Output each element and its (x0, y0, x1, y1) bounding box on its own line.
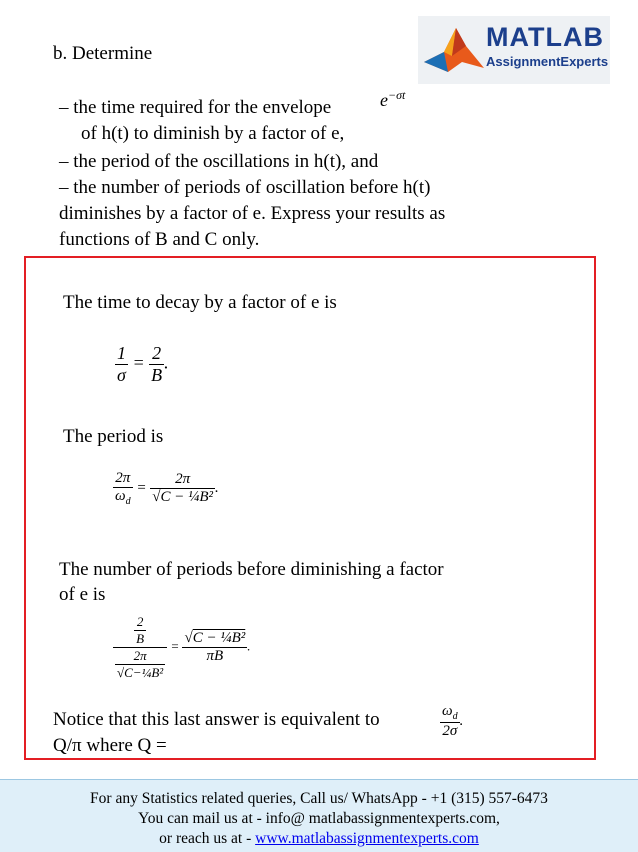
question-heading: b. Determine (53, 43, 153, 64)
footer-line-3-prefix: or reach us at - (159, 830, 256, 847)
decay-formula: $\frac{1}{\sigma}$ = $\frac{2}{B}$ . (117, 343, 169, 385)
brand-logo (418, 16, 610, 84)
logo-subtitle: AssignmentExperts (486, 54, 609, 69)
question-line-2: of h(t) to diminish by a factor of e, (81, 123, 345, 144)
envelope-formula: $e^{-\sigma t}$ (380, 88, 406, 110)
notice-formula: $\frac{\omega_d}{2\sigma}$ . (442, 703, 464, 739)
period-text: The period is (63, 426, 164, 447)
contact-footer (0, 779, 638, 852)
notice-text-1: Notice that this last answer is equivalent to (53, 709, 380, 730)
decay-text: The time to decay by a factor of e is (63, 292, 337, 313)
periods-text-2: of e is (59, 584, 106, 605)
periods-text-1: The number of periods before diminishing a factor (59, 559, 444, 580)
question-line-4: – the number of periods of oscillation before h(t) (59, 177, 431, 198)
footer-line-2: You can mail us at - info@ matlabassignmentexperts.com, (138, 810, 500, 827)
periods-formula: $\frac{\frac{2}{B}}{\frac{2\pi}{\text{√C−¼B²}}}$ = $\frac{\text{√C − ¼B²}}{\pi B}$ . (113, 614, 251, 681)
period-formula: $\frac{2\pi}{\omega_d}$ = $\frac{2\pi}{\text{√C − ¼B²}}$ . (115, 470, 219, 507)
footer-line-1: For any Statistics related queries, Call us/ WhatsApp - +1 (315) 557-6473 (90, 790, 548, 807)
logo-title: MATLAB (486, 22, 604, 52)
question-line-3: – the period of the oscillations in h(t), and (59, 151, 379, 172)
footer-line-3 (0, 829, 638, 849)
question-line-1: – the time required for the envelope (59, 97, 332, 118)
website-link[interactable]: www.matlabassignmentexperts.com (255, 830, 479, 847)
question-line-6: functions of B and C only. (59, 229, 260, 250)
notice-text-2: Q/π where Q = (53, 735, 167, 756)
question-line-5: diminishes by a factor of e. Express your results as (59, 203, 446, 224)
answer-box (24, 256, 596, 760)
matlab-membrane-icon (422, 22, 486, 78)
